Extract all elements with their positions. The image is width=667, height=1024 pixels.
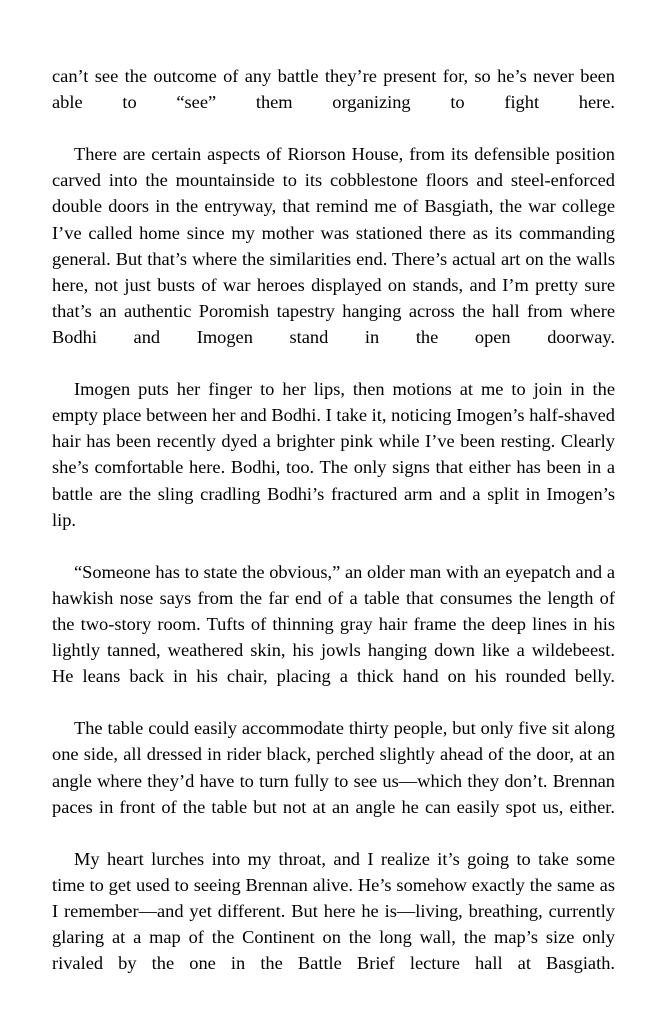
- paragraph: Imogen puts her finger to her lips, then motions at me to join in the empty place between her and Bodhi. I take it, noticing Imogen’s half-shaved hair has been recently dyed a brighter pink while I’ve been resting. Clearly she’s comfortable here. Bodhi, too. The only signs that either has been in a battle are the sling cradling Bodhi’s fractured arm and a split in Imogen’s lip.: [52, 379, 615, 530]
- paragraph: The table could easily accommodate thirty people, but only five sit along one side, all dressed in rider black, perched slightly ahead of the door, at an angle where they’d have to turn fully to see us—which they don’t. Brennan paces in front of the table but not at an angle he can easily spot us, either.: [52, 718, 615, 817]
- page-text-block: [52, 63, 615, 1002]
- paragraph: “Someone has to state the obvious,” an older man with an eyepatch and a hawkish nose says from the far end of a table that consumes the length of the two-story room. Tufts of thinning gray hair frame the deep lines in his lightly tanned, weathered skin, his jowls hanging down like a wildebeest. He leans back in his chair, placing a thick hand on his rounded belly.: [52, 561, 615, 687]
- paragraph: There are certain aspects of Riorson House, from its defensible position carved into the mountainside to its cobblestone floors and steel-enforced double doors in the entryway, that remind me of Basgiath, the war college I’ve called home since my mother was stationed there as its commanding general. But that’s where the similarities end. There’s actual art on the walls here, not just busts of war heroes displayed on stands, and I’m pretty sure that’s an authentic Poromish tapestry hanging across the hall from where Bodhi and Imogen stand in the open doorway.: [52, 144, 615, 347]
- paragraph: My heart lurches into my throat, and I realize it’s going to take some time to get used to seeing Brennan alive. He’s somehow exactly the same as I remember—and yet different. But here he is—living, breathing, currently glaring at a map of the Continent on the long wall, the map’s size only rivaled by the one in the Battle Brief lecture hall at Basgiath.: [52, 848, 615, 974]
- paragraph: can’t see the outcome of any battle they’re present for, so he’s never been able to “see” them organizing to fight here.: [52, 66, 615, 113]
